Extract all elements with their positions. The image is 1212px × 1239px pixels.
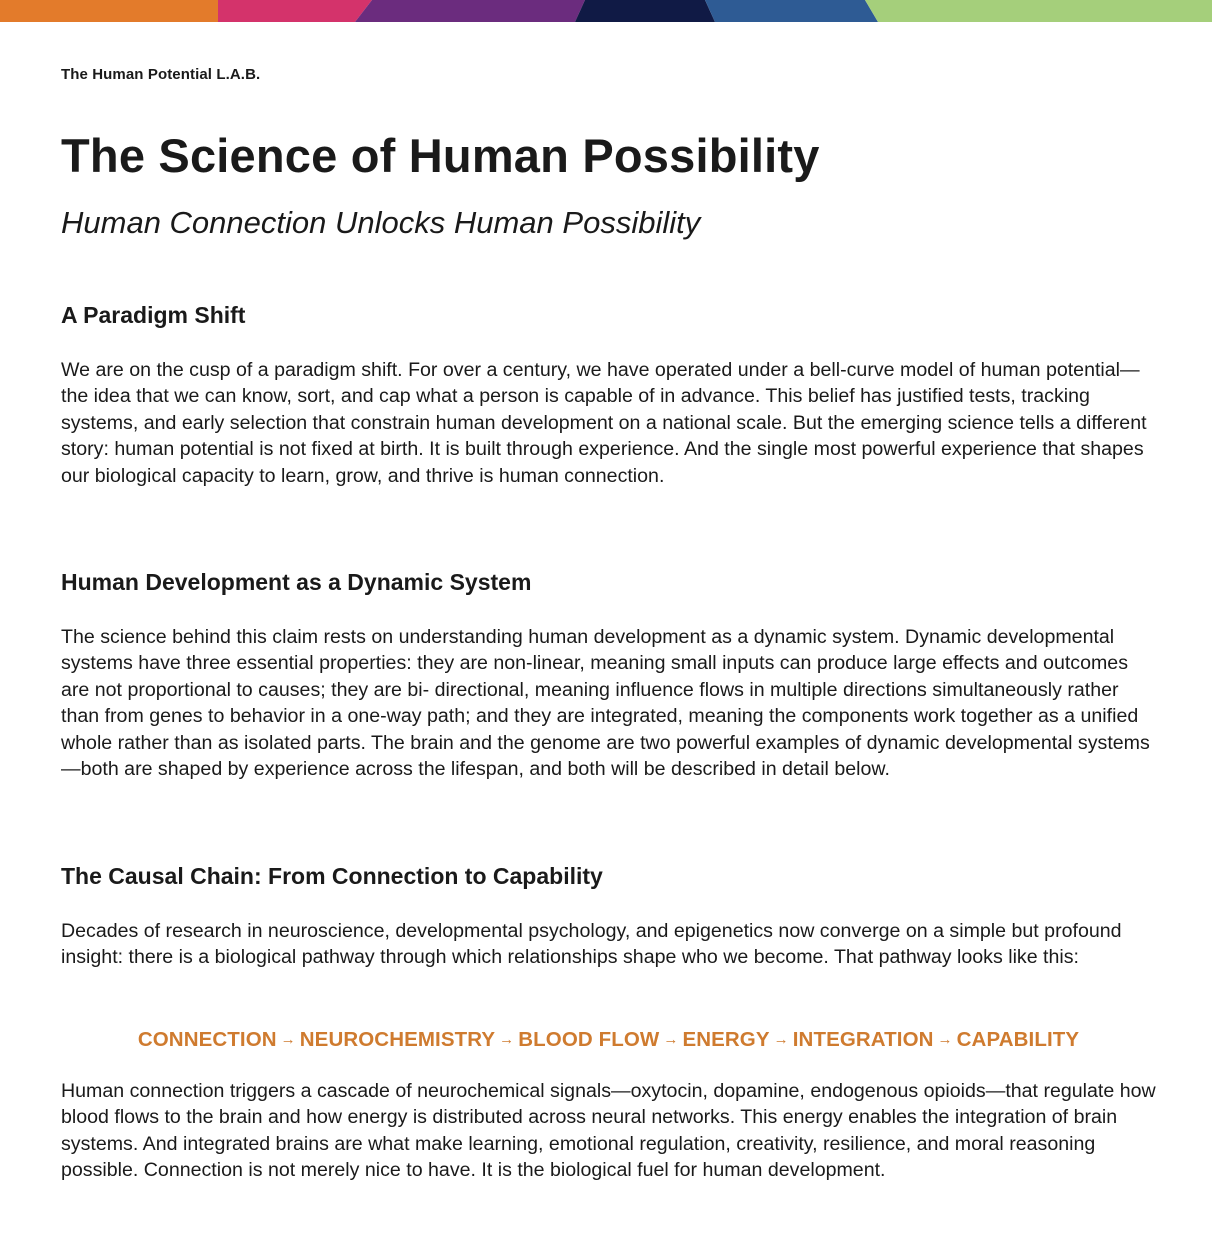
page-title: The Science of Human Possibility: [61, 129, 820, 182]
arrow-right-icon: →: [773, 1031, 789, 1048]
section-body: The science behind this claim rests on understanding human development as a dynamic system. Dynamic developmental systems have three essential properties: they are non-linear, meaning small inputs can produce large effects and outcomes are not proportional to causes; they are bi- directional, meaning influence flows in multiple directions simultaneously rather than from genes to behavior in a one-way path; and they are integrated, meaning the components work together as a unified whole rather than as isolated parts. The brain and the genome are two powerful examples of dynamic developmental systems—both are shaped by experience across the lifespan, and both will be described in detail below.: [61, 626, 1150, 781]
chain-step-energy: ENERGY: [682, 1028, 770, 1051]
chain-step-neurochemistry: NEUROCHEMISTRY: [299, 1028, 496, 1051]
chain-step-blood-flow: BLOOD FLOW: [518, 1028, 660, 1051]
causal-chain: [61, 1028, 1156, 1052]
org-name: The Human Potential L.A.B.: [61, 66, 261, 83]
section-heading: A Paradigm Shift: [61, 302, 246, 328]
band-navy: [575, 0, 715, 22]
band-purple: [355, 0, 585, 22]
arrow-right-icon: →: [499, 1031, 515, 1048]
arrow-right-icon: →: [280, 1031, 296, 1048]
arrow-right-icon: →: [937, 1031, 953, 1048]
header-color-band: [0, 0, 1212, 22]
chain-step-capability: CAPABILITY: [956, 1028, 1080, 1051]
arrow-right-icon: →: [663, 1031, 679, 1048]
chain-step-integration: INTEGRATION: [792, 1028, 934, 1051]
section-body: We are on the cusp of a paradigm shift. For over a century, we have operated under a bell-curve model of human potential—the idea that we can know, sort, and cap what a person is capable of in advance. This belief has justified tests, tracking systems, and early selection that constrain human development on a national scale. But the emerging science tells a different story: human potential is not fixed at birth. It is built through experience. And the single most powerful experience that shapes our biological capacity to learn, grow, and thrive is human connection.: [61, 359, 1147, 487]
page-subtitle: Human Connection Unlocks Human Possibility: [61, 205, 701, 240]
band-green: [865, 0, 1212, 22]
section-body: Decades of research in neuroscience, developmental psychology, and epigenetics now converge on a simple but profound insight: there is a biological pathway through which relationships shape who we become. That pathway looks like this:: [61, 920, 1122, 969]
section-paradigm-shift: [61, 302, 1156, 489]
band-blue: [705, 0, 878, 22]
closing-paragraph: Human connection triggers a cascade of neurochemical signals—oxytocin, dopamine, endogenous opioids—that regulate how blood flows to the brain and how energy is distributed across neural networks. This energy enables the integration of brain systems. And integrated brains are what make learning, emotional regulation, creativity, resilience, and moral reasoning possible. Connection is not merely nice to have. It is the biological fuel for human development.: [61, 1080, 1156, 1182]
section-heading: The Causal Chain: From Connection to Capability: [61, 863, 603, 889]
chain-step-connection: CONNECTION: [137, 1028, 277, 1051]
section-causal-chain: [61, 863, 1156, 971]
band-orange: [0, 0, 218, 22]
section-heading: Human Development as a Dynamic System: [61, 569, 532, 595]
band-pink: [218, 0, 372, 22]
section-dynamic-system: [61, 569, 1156, 782]
